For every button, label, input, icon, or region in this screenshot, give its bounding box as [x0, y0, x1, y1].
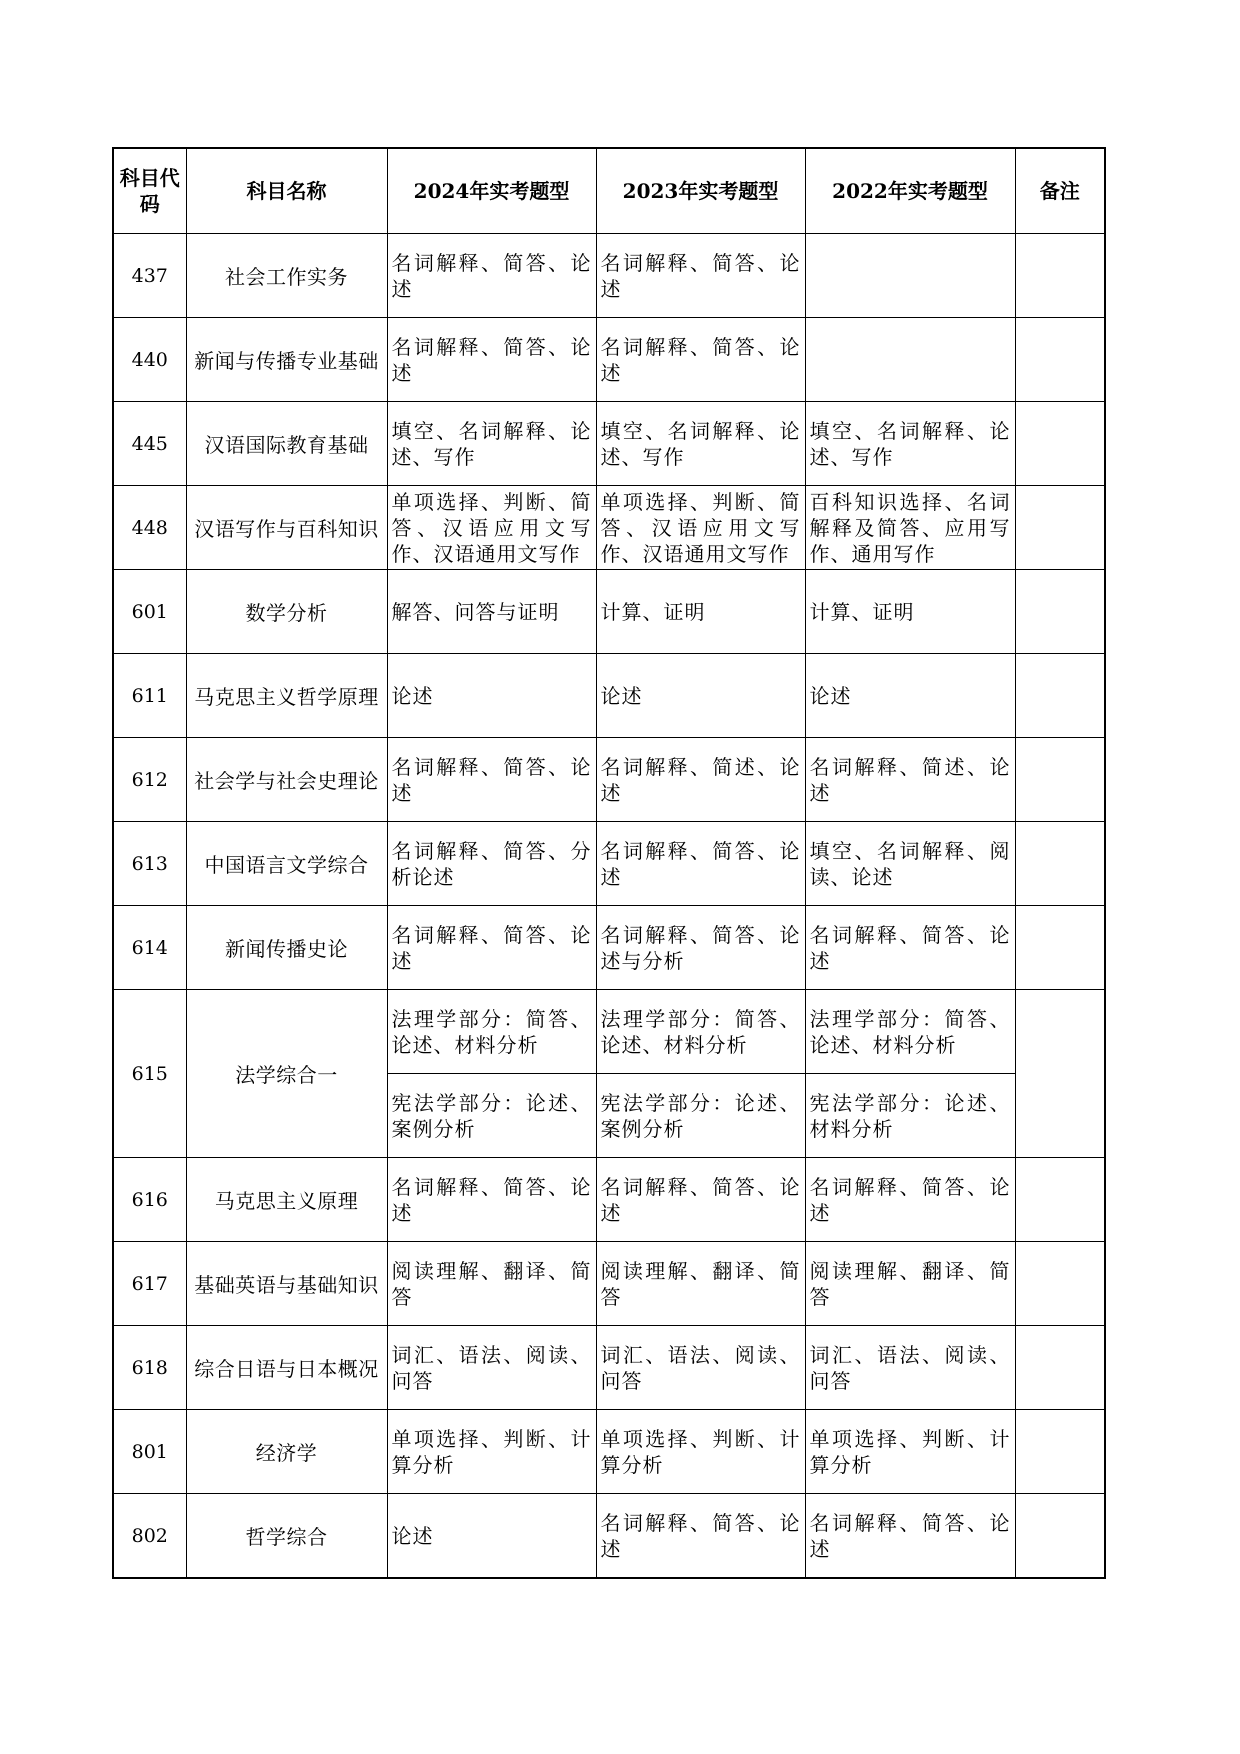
subject-code: 801 — [113, 1410, 186, 1494]
subject-name: 中国语言文学综合 — [186, 822, 387, 906]
subject-code: 615 — [113, 990, 186, 1158]
type-2023: 计算、证明 — [596, 570, 805, 654]
type-2022: 阅读理解、翻译、简答 — [805, 1242, 1015, 1326]
subject-code: 611 — [113, 654, 186, 738]
table-row — [113, 906, 1105, 990]
header-2024: 2024年实考题型 — [387, 148, 596, 234]
type-2024-part1: 法理学部分：简答、论述、材料分析 — [387, 990, 596, 1074]
type-2023: 词汇、语法、阅读、问答 — [596, 1326, 805, 1410]
type-2023: 单项选择、判断、计算分析 — [596, 1410, 805, 1494]
note-cell — [1015, 570, 1105, 654]
subject-name: 新闻传播史论 — [186, 906, 387, 990]
note-cell — [1015, 318, 1105, 402]
table-row — [113, 570, 1105, 654]
note-cell — [1015, 486, 1105, 570]
type-2024: 单项选择、判断、简答、汉语应用文写作、汉语通用文写作 — [387, 486, 596, 570]
type-2023: 名词解释、简答、论述 — [596, 318, 805, 402]
type-2023-part2: 宪法学部分：论述、案例分析 — [596, 1074, 805, 1158]
type-2022-part2: 宪法学部分：论述、材料分析 — [805, 1074, 1015, 1158]
type-2024: 名词解释、简答、分析论述 — [387, 822, 596, 906]
table-row — [113, 486, 1105, 570]
table-row — [113, 738, 1105, 822]
exam-type-table — [112, 147, 1106, 1579]
header-2023: 2023年实考题型 — [596, 148, 805, 234]
subject-name: 基础英语与基础知识 — [186, 1242, 387, 1326]
note-cell — [1015, 738, 1105, 822]
header-2022: 2022年实考题型 — [805, 148, 1015, 234]
note-cell — [1015, 402, 1105, 486]
note-cell — [1015, 1410, 1105, 1494]
type-2024-part2: 宪法学部分：论述、案例分析 — [387, 1074, 596, 1158]
type-2023: 名词解释、简答、论述 — [596, 1158, 805, 1242]
subject-code: 616 — [113, 1158, 186, 1242]
type-2023: 名词解释、简答、论述 — [596, 822, 805, 906]
note-cell — [1015, 1326, 1105, 1410]
table-row — [113, 318, 1105, 402]
type-2024: 填空、名词解释、论述、写作 — [387, 402, 596, 486]
note-cell — [1015, 990, 1105, 1158]
type-2022: 单项选择、判断、计算分析 — [805, 1410, 1015, 1494]
type-2023: 单项选择、判断、简答、汉语应用文写作、汉语通用文写作 — [596, 486, 805, 570]
note-cell — [1015, 1242, 1105, 1326]
type-2022 — [805, 318, 1015, 402]
type-2023: 名词解释、简答、论述与分析 — [596, 906, 805, 990]
subject-code: 618 — [113, 1326, 186, 1410]
table-row — [113, 1494, 1105, 1579]
type-2022: 词汇、语法、阅读、问答 — [805, 1326, 1015, 1410]
subject-code: 437 — [113, 234, 186, 318]
subject-name: 马克思主义哲学原理 — [186, 654, 387, 738]
subject-name: 哲学综合 — [186, 1494, 387, 1579]
subject-code: 445 — [113, 402, 186, 486]
type-2023: 论述 — [596, 654, 805, 738]
type-2022: 名词解释、简答、论述 — [805, 1158, 1015, 1242]
type-2024: 名词解释、简答、论述 — [387, 906, 596, 990]
type-2022: 百科知识选择、名词解释及简答、应用写作、通用写作 — [805, 486, 1015, 570]
table-row — [113, 822, 1105, 906]
note-cell — [1015, 654, 1105, 738]
type-2022: 填空、名词解释、阅读、论述 — [805, 822, 1015, 906]
note-cell — [1015, 822, 1105, 906]
note-cell — [1015, 234, 1105, 318]
subject-name: 法学综合一 — [186, 990, 387, 1158]
type-2022-part1: 法理学部分：简答、论述、材料分析 — [805, 990, 1015, 1074]
subject-name: 马克思主义原理 — [186, 1158, 387, 1242]
table-row — [113, 1326, 1105, 1410]
note-cell — [1015, 1158, 1105, 1242]
type-2024: 解答、问答与证明 — [387, 570, 596, 654]
type-2024: 名词解释、简答、论述 — [387, 234, 596, 318]
type-2024: 词汇、语法、阅读、问答 — [387, 1326, 596, 1410]
subject-name: 综合日语与日本概况 — [186, 1326, 387, 1410]
type-2023-part1: 法理学部分：简答、论述、材料分析 — [596, 990, 805, 1074]
type-2024: 论述 — [387, 654, 596, 738]
type-2023: 名词解释、简述、论述 — [596, 738, 805, 822]
type-2023: 名词解释、简答、论述 — [596, 1494, 805, 1579]
type-2022: 名词解释、简答、论述 — [805, 1494, 1015, 1579]
type-2022: 论述 — [805, 654, 1015, 738]
table-row — [113, 1410, 1105, 1494]
subject-name: 新闻与传播专业基础 — [186, 318, 387, 402]
type-2024: 单项选择、判断、计算分析 — [387, 1410, 596, 1494]
subject-name: 汉语国际教育基础 — [186, 402, 387, 486]
subject-code: 612 — [113, 738, 186, 822]
table-row — [113, 234, 1105, 318]
header-code: 科目代码 — [113, 148, 186, 234]
note-cell — [1015, 906, 1105, 990]
note-cell — [1015, 1494, 1105, 1579]
subject-code: 601 — [113, 570, 186, 654]
header-name: 科目名称 — [186, 148, 387, 234]
subject-code: 613 — [113, 822, 186, 906]
subject-code: 802 — [113, 1494, 186, 1579]
type-2024: 阅读理解、翻译、简答 — [387, 1242, 596, 1326]
type-2024: 名词解释、简答、论述 — [387, 318, 596, 402]
type-2023: 名词解释、简答、论述 — [596, 234, 805, 318]
type-2022: 名词解释、简答、论述 — [805, 906, 1015, 990]
header-note: 备注 — [1015, 148, 1105, 234]
table-row — [113, 990, 1105, 1074]
table-row — [113, 402, 1105, 486]
type-2024: 名词解释、简答、论述 — [387, 1158, 596, 1242]
type-2023: 填空、名词解释、论述、写作 — [596, 402, 805, 486]
type-2024: 论述 — [387, 1494, 596, 1579]
subject-code: 448 — [113, 486, 186, 570]
type-2024: 名词解释、简答、论述 — [387, 738, 596, 822]
header-row — [113, 148, 1105, 234]
subject-name: 汉语写作与百科知识 — [186, 486, 387, 570]
subject-code: 614 — [113, 906, 186, 990]
table-row — [113, 654, 1105, 738]
type-2022 — [805, 234, 1015, 318]
subject-name: 数学分析 — [186, 570, 387, 654]
subject-code: 617 — [113, 1242, 186, 1326]
type-2023: 阅读理解、翻译、简答 — [596, 1242, 805, 1326]
subject-name: 社会学与社会史理论 — [186, 738, 387, 822]
table-row — [113, 1242, 1105, 1326]
type-2022: 填空、名词解释、论述、写作 — [805, 402, 1015, 486]
subject-name: 社会工作实务 — [186, 234, 387, 318]
subject-code: 440 — [113, 318, 186, 402]
table-row — [113, 1158, 1105, 1242]
subject-name: 经济学 — [186, 1410, 387, 1494]
type-2022: 计算、证明 — [805, 570, 1015, 654]
type-2022: 名词解释、简述、论述 — [805, 738, 1015, 822]
